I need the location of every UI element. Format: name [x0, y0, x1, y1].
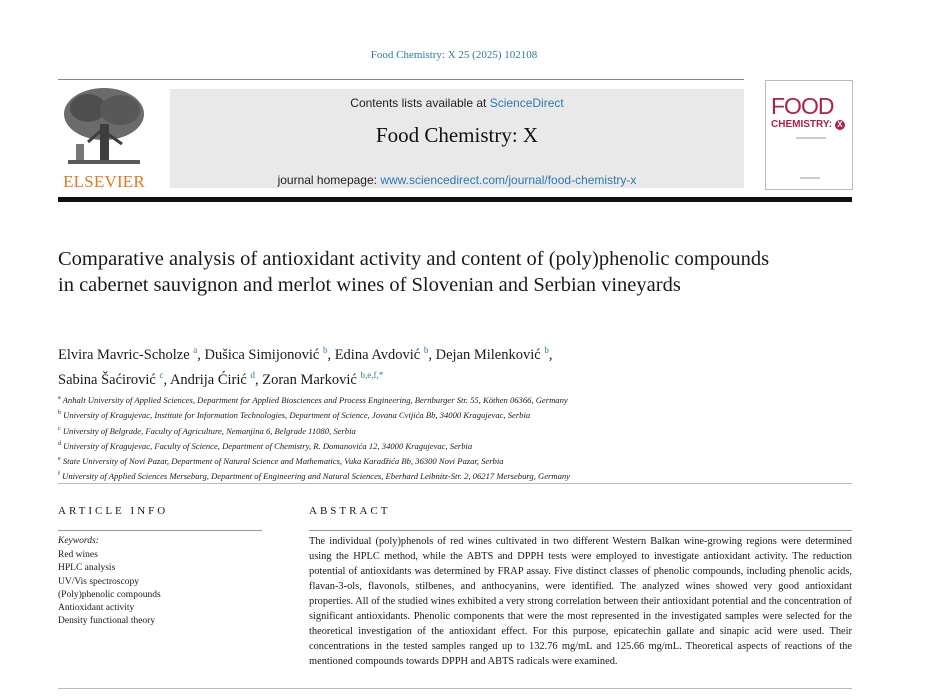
- cover-chemistry-text: CHEMISTRY: X: [771, 119, 845, 130]
- affiliation: $^f$ University of Applied Sciences Merseburg, Department of Engineering and Natural Sciences, Eberhard Leibnitz-Str. 2, 06217 Merseburg, Germany: [58, 471, 570, 482]
- author-affiliation-sup: a: [193, 345, 198, 355]
- cover-text-line: [796, 137, 826, 139]
- author[interactable]: Elvira Mavric-Scholze $^a$: [58, 345, 198, 363]
- abstract-rule: [309, 530, 852, 531]
- keyword-list: [58, 549, 161, 629]
- keyword[interactable]: (Poly)phenolic compounds: [58, 589, 161, 600]
- sciencedirect-link[interactable]: ScienceDirect: [489, 96, 564, 110]
- author[interactable]: Zoran Marković $^{b,e,f,*}$: [262, 369, 384, 388]
- abstract-text: The individual (poly)phenols of red wines cultivated in two different Western Balkan wine-growing regions were determined using the HPLC method, while the ABTS and DPPH tests were employed to investigate antioxidant activity. The reduction potential of antioxidants was determined by FRAP assay. Five distinct classes of phenolic compounds, including phenolic acids, flavan-3-ols, flavonols, stilbenes, and anthocyanins, were identified. The analyzed wines showed very good antioxidant properties. All of the studied wines exhibited a very strong correlation between their antioxidant potential and the concentration of significant antioxidants. Phenolic components that were the most represented in the investigated samples were selected for the theoretical investigation of the antioxidant effect. For this purpose, epicatechin gallate and sinapic acid were used. Their concentrations in the tested samples ranged up to 132.76 mg/mL and 125.66 mg/mL. Theoretical aspects of reactions of the mentioned compounds towards DPPH and ABTS radicals were examined.: [309, 536, 852, 667]
- homepage-prefix: journal homepage:: [277, 173, 381, 187]
- author[interactable]: Andrija Ćirić $^d$: [169, 369, 255, 388]
- header-rule: [58, 79, 744, 80]
- bottom-divider: [58, 688, 852, 689]
- author[interactable]: Sabina Šaćirović $^c$: [58, 369, 164, 388]
- header-thick-rule: [58, 197, 852, 202]
- keyword[interactable]: Antioxidant activity: [58, 603, 135, 614]
- journal-homepage-link[interactable]: www.sciencedirect.com/journal/food-chemistry-x: [380, 173, 637, 187]
- author-list: Elvira Mavric-Scholze $^a$, Dušica Simijonović $^b$, Edina Avdović $^b$, Dejan Milenković $^b$, Sabina Šaćirović $^c$, Andrija Ćirić $^d$, Zoran Marković $^{b,e,f,*}$: [58, 345, 553, 388]
- affiliation: $^e$ State University of Novi Pazar, Department of Natural Science and Mathematics, Vuka Karadžića Bb, 36300 Novi Pazar, Serbia: [58, 455, 504, 466]
- keyword[interactable]: Density functional theory: [58, 616, 156, 627]
- author[interactable]: Dejan Milenković $^b$: [435, 345, 549, 363]
- affiliation: $^c$ University of Belgrade, Faculty of Agriculture, Nemanjina 6, Belgrade 11080, Serbia: [58, 425, 356, 436]
- journal-banner: [170, 89, 744, 188]
- author-affiliation-sup: d: [250, 369, 255, 380]
- author-affiliation-sup: b: [322, 345, 328, 355]
- author-affiliation-sup: b: [423, 345, 429, 355]
- author-affiliation-sup: b,e,f,*: [360, 369, 384, 380]
- abstract-heading: ABSTRACT: [309, 505, 391, 517]
- elsevier-wordmark: ELSEVIER: [63, 172, 145, 191]
- author-affiliation-sup: b: [544, 345, 549, 355]
- journal-title: Food Chemistry: X: [375, 123, 539, 147]
- journal-citation[interactable]: Food Chemistry: X 25 (2025) 102108: [370, 49, 538, 61]
- author[interactable]: Edina Avdović $^b$: [334, 345, 429, 363]
- cover-food-text: FOOD: [771, 93, 834, 119]
- cover-x-badge: X: [835, 120, 845, 130]
- affiliation: $^a$ Anhalt University of Applied Sciences, Department for Applied Biosciences and Process Engineering, Bernburger Str. 55, Köthen 06366, Germany: [58, 394, 568, 405]
- contents-line: [170, 96, 744, 110]
- affiliation: $^d$ University of Kragujevac, Faculty of Science, Department of Chemistry, R. Domanovića 12, 34000 Kragujevac, Serbia: [58, 440, 473, 451]
- affiliation-list: [58, 392, 848, 484]
- journal-cover-thumbnail[interactable]: [765, 80, 853, 190]
- keyword[interactable]: Red wines: [58, 550, 98, 560]
- author-affiliation-sup: c: [159, 369, 164, 380]
- article-info-rule: [58, 530, 262, 531]
- keyword[interactable]: UV/Vis spectroscopy: [58, 576, 139, 587]
- keyword[interactable]: HPLC analysis: [58, 563, 116, 574]
- section-divider: [58, 483, 852, 484]
- cover-text-line: [800, 177, 820, 179]
- contents-prefix: Contents lists available at: [350, 96, 490, 110]
- keywords-label: Keywords:: [58, 536, 99, 546]
- article-info-heading: ARTICLE INFO: [58, 505, 169, 517]
- article-title: Comparative analysis of antioxidant activity and content of (poly)phenolic compounds in cabernet sauvignon and merlot wines of Slovenian and Serbian vineyards: [58, 248, 770, 296]
- author[interactable]: Dušica Simijonović $^b$: [204, 345, 328, 363]
- affiliation: $^b$ University of Kragujevac, Institute for Information Technologies, Department of Science, Jovana Cvijića Bb, 34000 Kragujevac, Serbia: [58, 410, 531, 421]
- homepage-line: [170, 173, 744, 187]
